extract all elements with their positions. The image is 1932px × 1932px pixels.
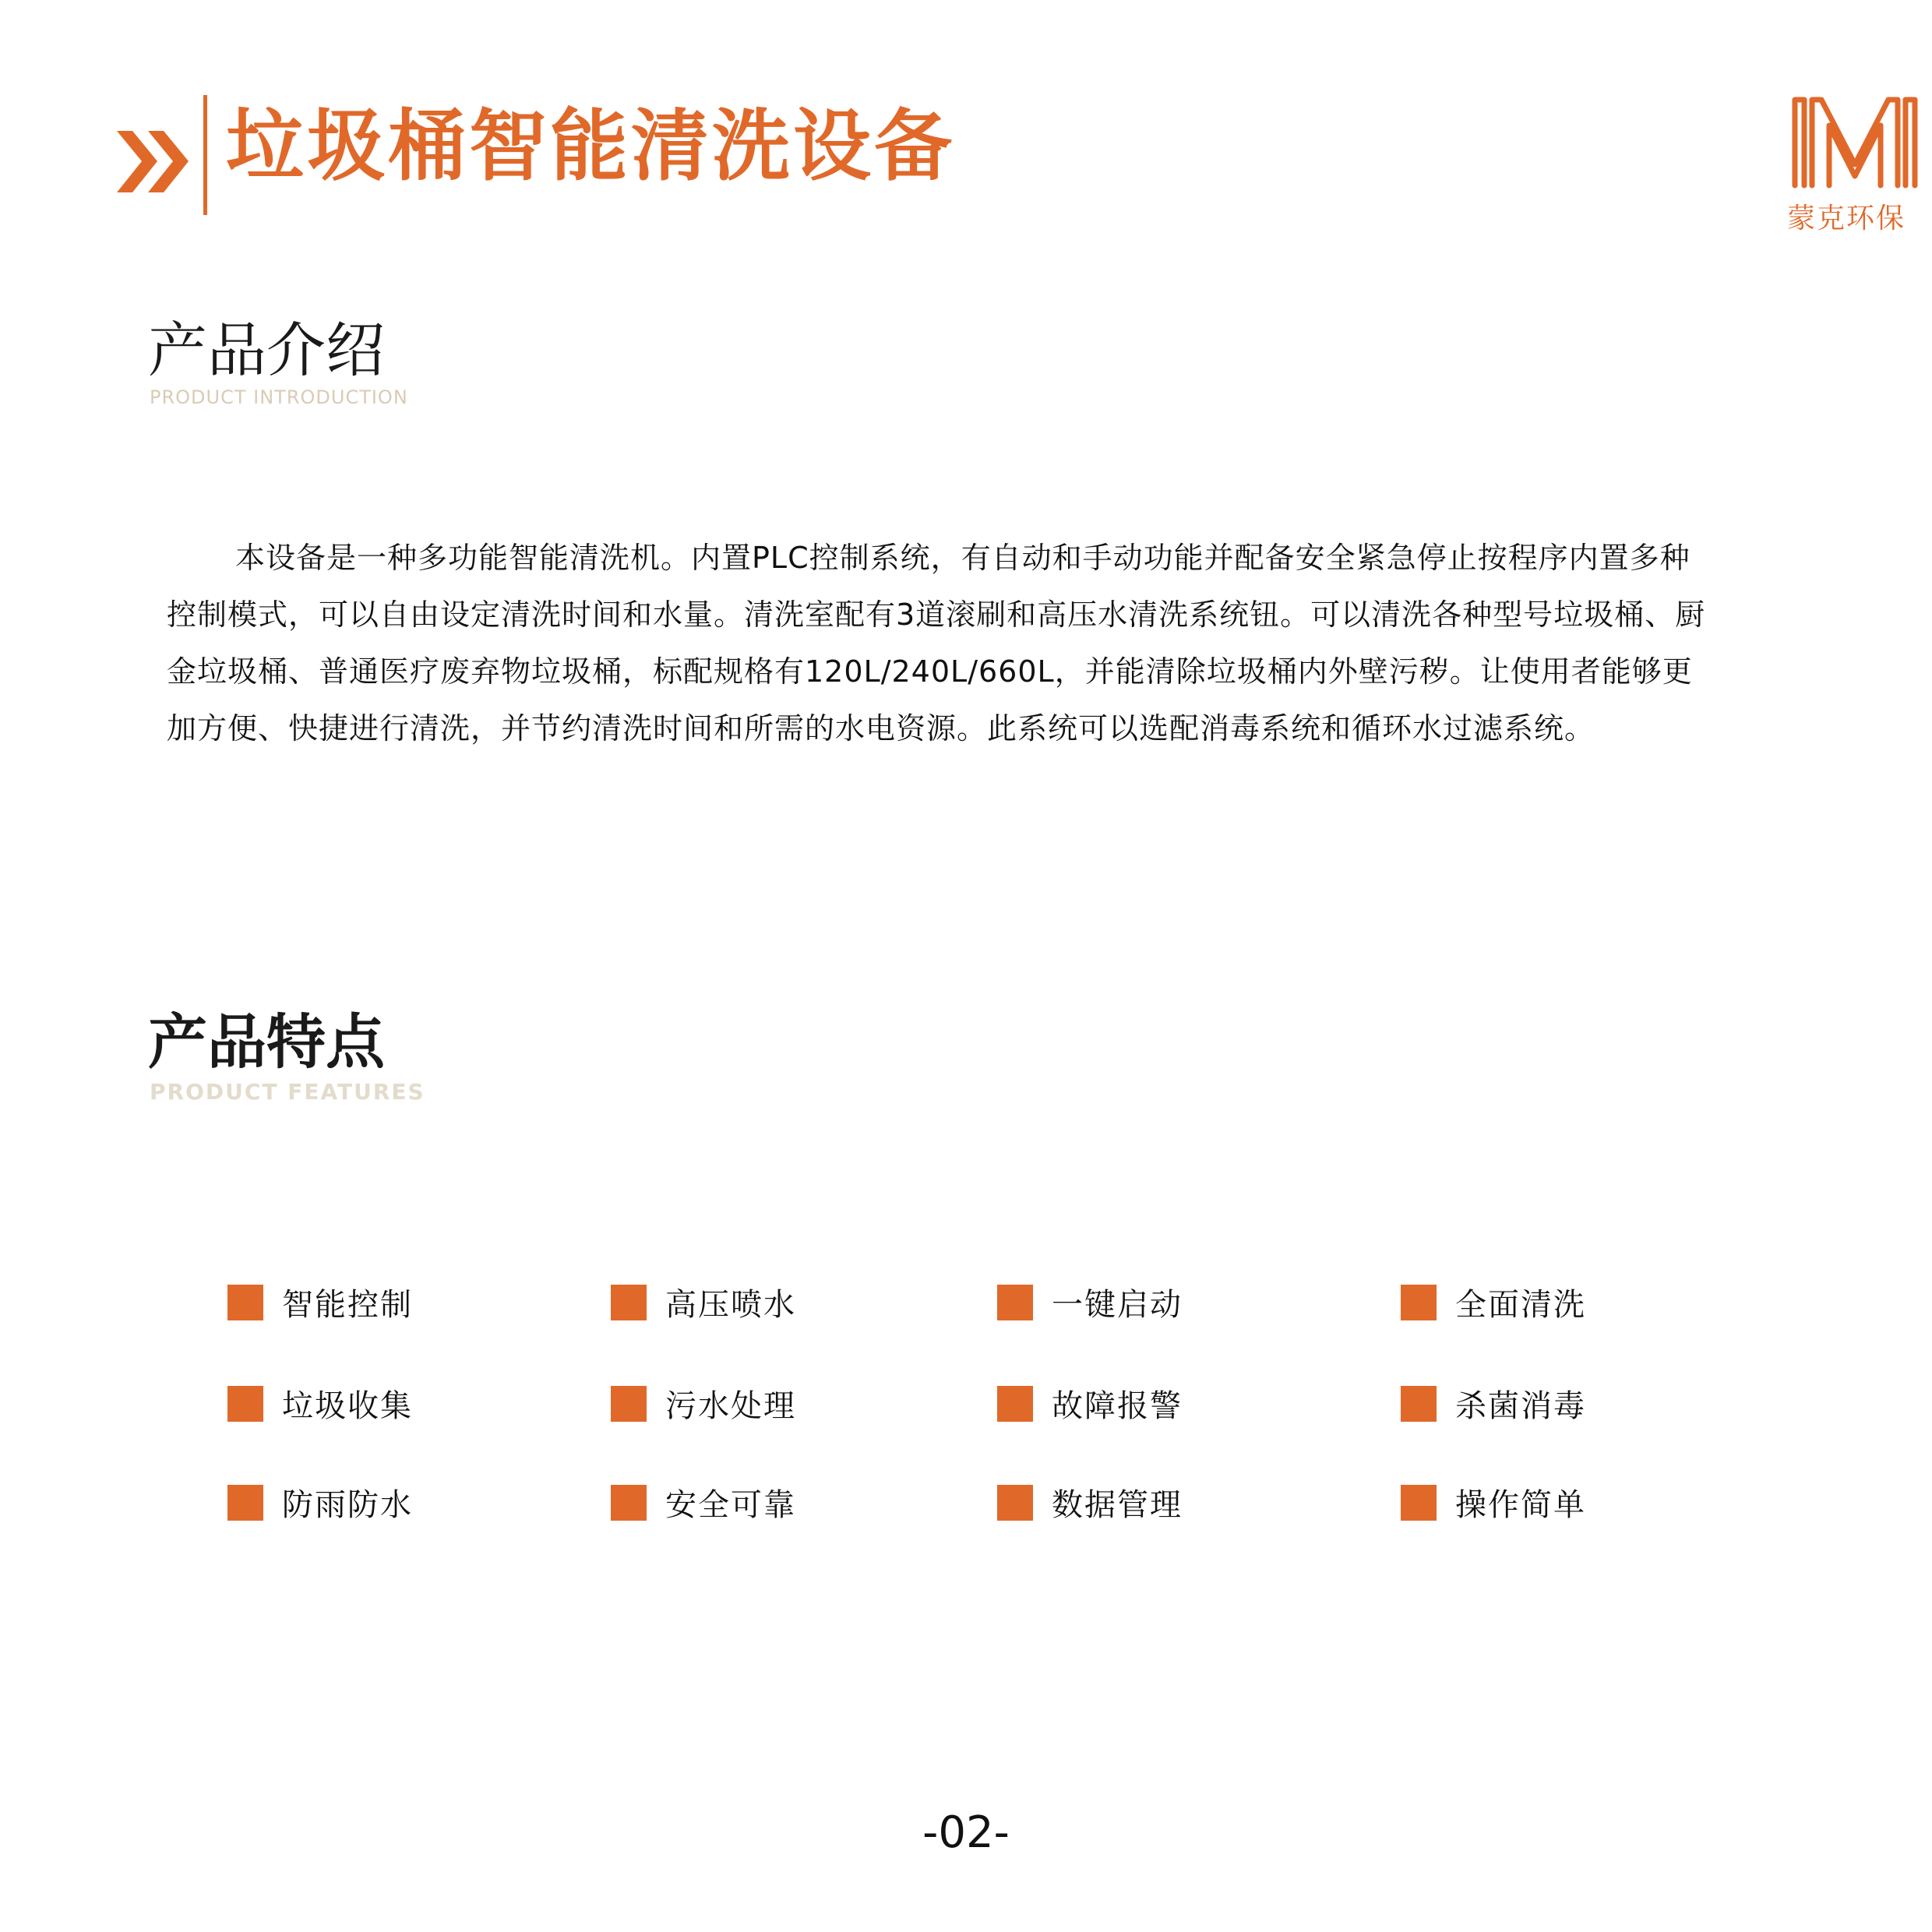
square-bullet-icon <box>997 1485 1033 1521</box>
feature-label: 一键启动 <box>1052 1287 1183 1323</box>
feature-item <box>227 1480 413 1525</box>
feature-label: 杀菌消毒 <box>1455 1388 1586 1424</box>
feature-label: 故障报警 <box>1052 1388 1183 1424</box>
page-number: -02- <box>922 1807 1010 1858</box>
feature-label: 智能控制 <box>282 1287 413 1323</box>
square-bullet-icon <box>1401 1386 1437 1422</box>
intro-body: 本设备是一种多功能智能清洗机。内置PLC控制系统，有自动和手动功能并配备安全紧急停止按程序内置多种控制模式，可以自由设定清洗时间和水量。清洗室配有3道滚刷和高压水清洗系统钮。可以清洗各种型号垃圾桶、厨金垃圾桶、普通医疗废弃物垃圾桶，标配规格有120L/240L/660L，并能清除垃圾桶内外壁污秽。让使用者能够更加方便、快捷进行清洗，并节约清洗时间和所需的水电资源。此系统可以选配消毒系统和循环水过滤系统。 <box>167 541 1706 746</box>
square-bullet-icon <box>611 1386 647 1422</box>
feature-item <box>227 1381 413 1426</box>
feature-label: 污水处理 <box>665 1388 796 1424</box>
square-bullet-icon <box>227 1285 263 1320</box>
feature-label: 操作简单 <box>1455 1487 1586 1523</box>
features-subtitle: PRODUCT FEATURES <box>150 1079 425 1105</box>
feature-item <box>997 1381 1183 1426</box>
feature-item <box>997 1480 1183 1525</box>
square-bullet-icon <box>997 1386 1033 1422</box>
intro-title: 产品介绍 <box>148 316 385 385</box>
square-bullet-icon <box>997 1285 1033 1320</box>
feature-label: 垃圾收集 <box>282 1388 413 1424</box>
square-bullet-icon <box>1401 1485 1437 1521</box>
intro-subtitle: PRODUCT INTRODUCTION <box>150 386 408 408</box>
feature-item <box>611 1381 796 1426</box>
m-logo-icon <box>1789 90 1921 192</box>
feature-label: 防雨防水 <box>282 1487 413 1523</box>
company-name: 蒙克环保 <box>1787 203 1906 234</box>
header-divider <box>203 95 207 215</box>
feature-item <box>611 1480 796 1525</box>
feature-item <box>1401 1280 1586 1324</box>
feature-label: 数据管理 <box>1052 1487 1183 1523</box>
feature-item <box>227 1280 413 1324</box>
square-bullet-icon <box>227 1485 263 1521</box>
feature-item <box>611 1280 796 1324</box>
page-title: 垃圾桶智能清洗设备 <box>226 100 955 192</box>
feature-item <box>1401 1381 1586 1426</box>
feature-item <box>997 1280 1183 1324</box>
square-bullet-icon <box>1401 1285 1437 1320</box>
square-bullet-icon <box>611 1285 647 1320</box>
feature-label: 安全可靠 <box>665 1487 796 1523</box>
square-bullet-icon <box>611 1485 647 1521</box>
square-bullet-icon <box>227 1386 263 1422</box>
feature-label: 高压喷水 <box>665 1287 796 1323</box>
feature-label: 全面清洗 <box>1455 1287 1586 1323</box>
double-chevron-icon <box>117 125 191 199</box>
feature-item <box>1401 1480 1586 1525</box>
features-title: 产品特点 <box>148 1007 385 1077</box>
